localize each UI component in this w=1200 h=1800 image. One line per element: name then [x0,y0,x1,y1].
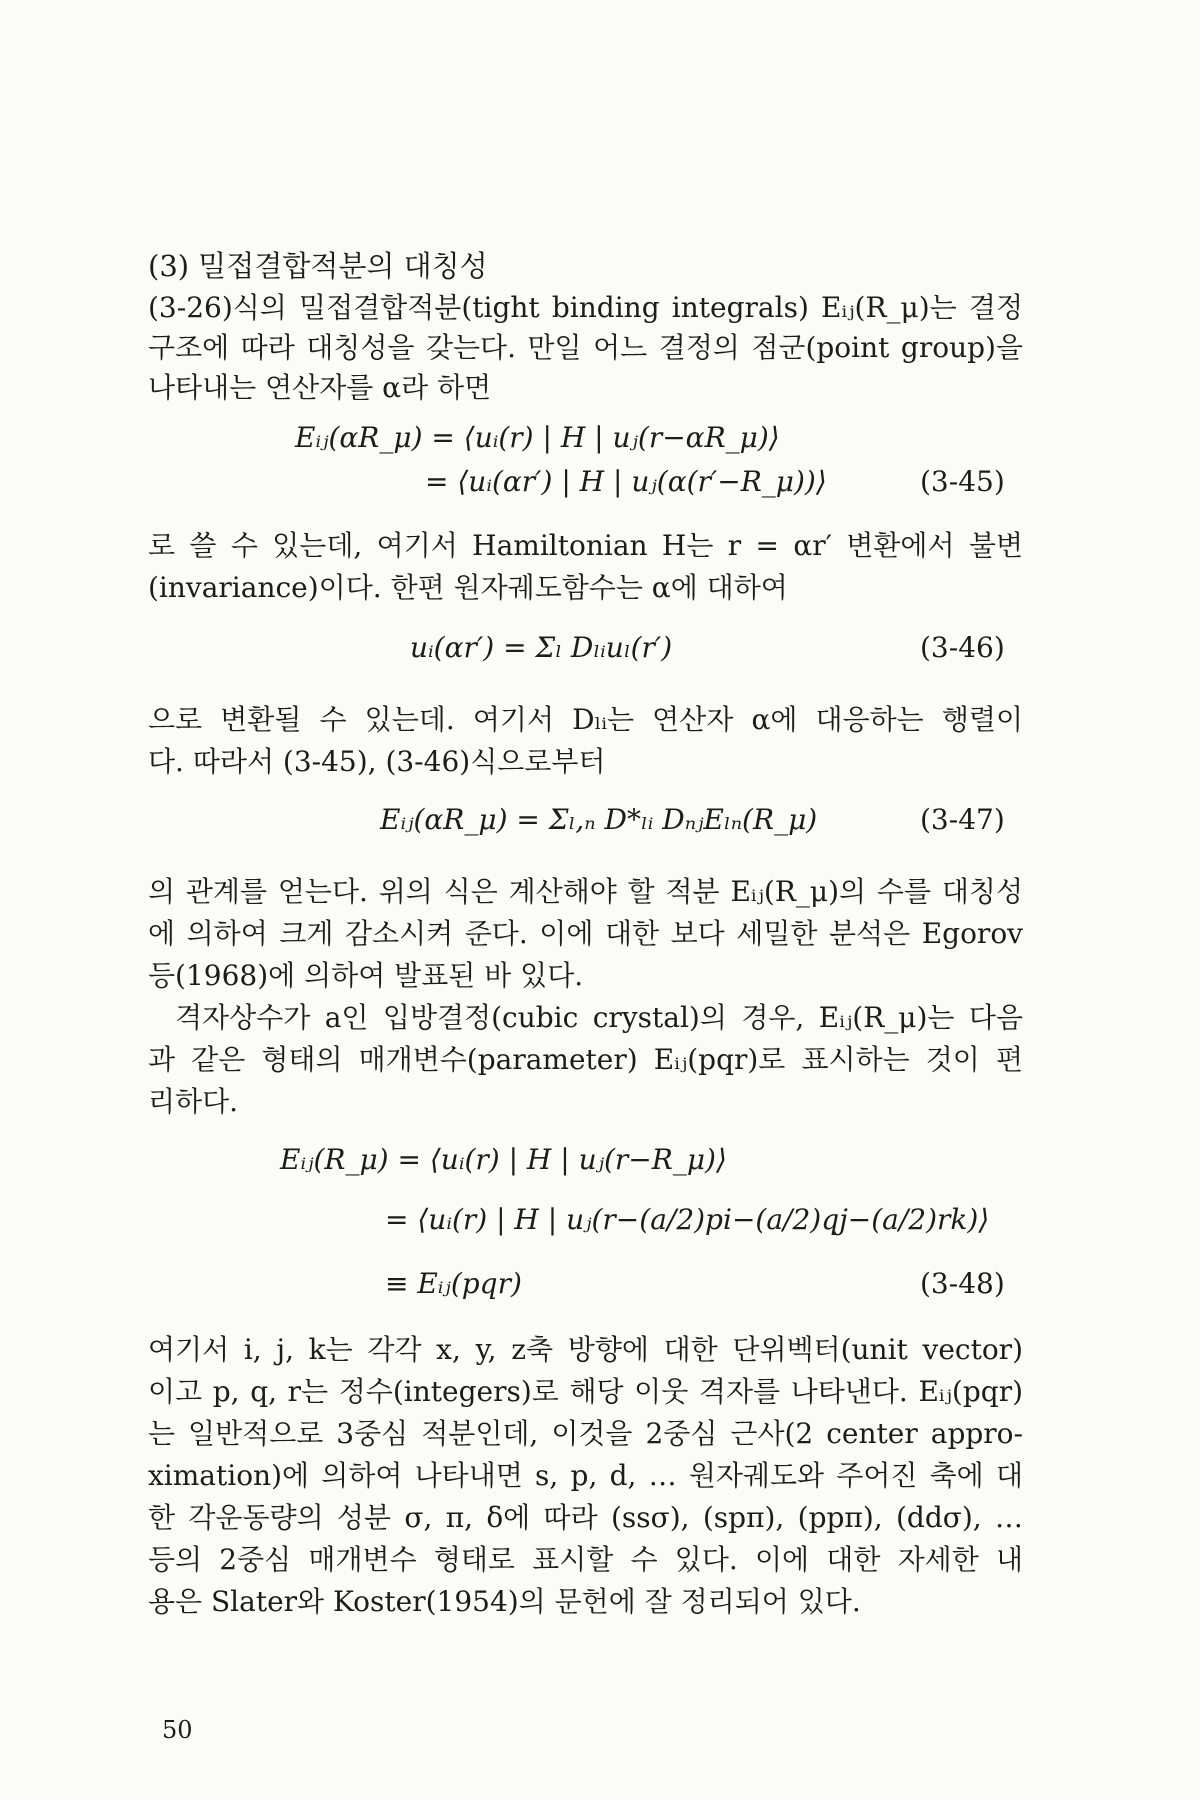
equation-line: uᵢ(αr′) = Σₗ Dₗᵢuₗ(r′) [410,631,673,664]
text-line: (3-26)식의 밀접결합적분(tight binding integrals) Eᵢⱼ(R_μ)는 결정 [148,291,1023,324]
equation-number: (3-46) [920,631,1005,664]
text-line: 로 쓸 수 있는데, 여기서 Hamiltonian H는 r = αr′ 변환에서 불변 [148,529,1023,562]
text-line: 구조에 따라 대칭성을 갖는다. 만일 어느 결정의 점군(point group)을 [148,331,1023,364]
equation-line: Eᵢⱼ(αR_μ) = Σₗ,ₙ D*ₗᵢ DₙⱼEₗₙ(R_μ) [380,803,818,836]
text-line: 리하다. [148,1085,239,1118]
text-line: 등의 2중심 매개변수 형태로 표시할 수 있다. 이에 대한 자세한 내 [148,1543,1023,1576]
text-line: 는 일반적으로 3중심 적분인데, 이것을 2중심 근사(2 center appro- [148,1417,1023,1450]
text-line: 여기서 i, j, k는 각각 x, y, z축 방향에 대한 단위벡터(unit vector) [148,1333,1023,1366]
text-line: 이고 p, q, r는 정수(integers)로 해당 이웃 격자를 나타낸다. Eᵢⱼ(pqr) [148,1375,1023,1408]
text-line: 나타내는 연산자를 α라 하면 [148,371,492,404]
text-line: 으로 변환될 수 있는데. 여기서 Dₗᵢ는 연산자 α에 대응하는 행렬이 [148,703,1023,736]
text-line: 에 의하여 크게 감소시켜 준다. 이에 대한 보다 세밀한 분석은 Egorov [148,917,1023,950]
equation-line: = ⟨uᵢ(αr′) | H | uⱼ(α(r′−R_μ))⟩ [425,465,827,498]
text-line: ximation)에 의하여 나타내면 s, p, d, … 원자궤도와 주어진 축에 대 [148,1459,1023,1492]
text-line: 한 각운동량의 성분 σ, π, δ에 따라 (ssσ), (spπ), (ppπ), (ddσ), … [148,1501,1023,1534]
equation-number: (3-48) [920,1267,1005,1300]
equation-line: = ⟨uᵢ(r) | H | uⱼ(r−(a/2)pi−(a/2)qj−(a/2)rk)⟩ [385,1203,990,1236]
equation-line: ≡ Eᵢⱼ(pqr) [385,1267,522,1300]
equation-number: (3-47) [920,803,1005,836]
section-heading: (3) 밀접결합적분의 대칭성 [148,249,488,283]
text-line: 격자상수가 a인 입방결정(cubic crystal)의 경우, Eᵢⱼ(R_μ)는 다음 [175,1001,1023,1034]
equation-line: Eᵢⱼ(αR_μ) = ⟨uᵢ(r) | H | uⱼ(r−αR_μ)⟩ [295,421,780,454]
text-line: 용은 Slater와 Koster(1954)의 문헌에 잘 정리되어 있다. [148,1585,861,1618]
text-line: 과 같은 형태의 매개변수(parameter) Eᵢⱼ(pqr)로 표시하는 것이 편 [148,1043,1023,1076]
text-line: 의 관계를 얻는다. 위의 식은 계산해야 할 적분 Eᵢⱼ(R_μ)의 수를 대칭성 [148,875,1023,908]
text-line: 등(1968)에 의하여 발표된 바 있다. [148,959,584,992]
text-line: 다. 따라서 (3-45), (3-46)식으로부터 [148,745,606,778]
text-line: (invariance)이다. 한편 원자궤도함수는 α에 대하여 [148,571,788,604]
equation-line: Eᵢⱼ(R_μ) = ⟨uᵢ(r) | H | uⱼ(r−R_μ)⟩ [280,1143,727,1176]
page-number: 50 [162,1716,193,1744]
equation-number: (3-45) [920,465,1005,498]
